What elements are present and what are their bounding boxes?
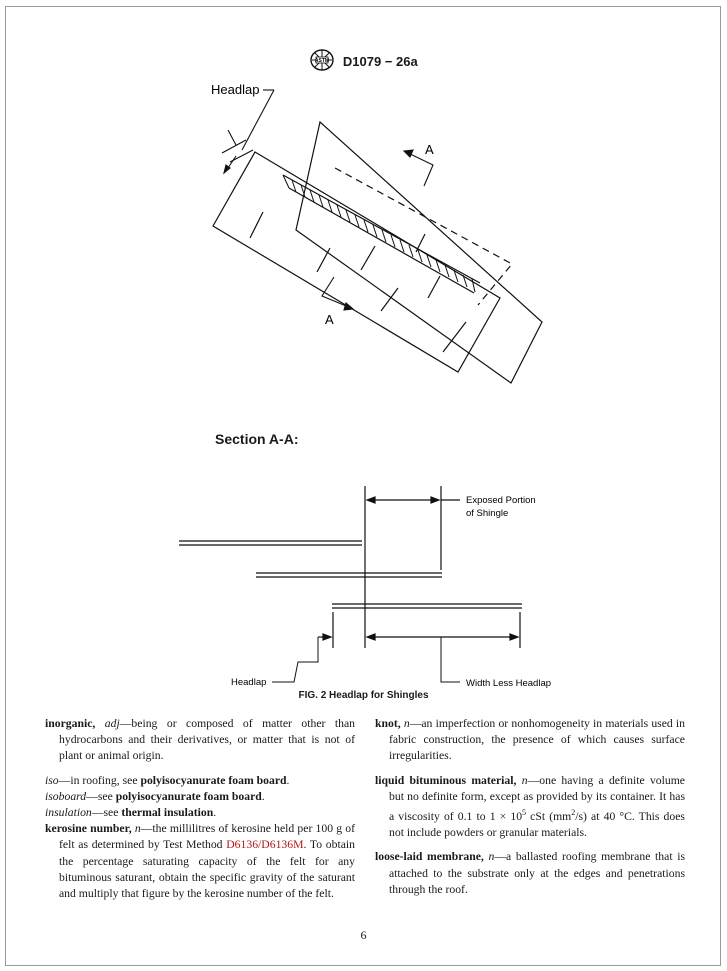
definition-loose-laid-membrane — [375, 849, 685, 898]
term: isoboard — [45, 789, 87, 803]
definition-text: —an imperfection or nonhomogeneity in materials used in fabric construction, the presence of which causes surface irregularities. — [389, 717, 685, 763]
definition-iso: iso—in roofing, see polyisocyanurate foam board. — [45, 773, 290, 787]
definition-text: —a ballasted roofing membrane that is attached to the substrate only at the edges and penetrations through the roof. — [389, 850, 685, 896]
term: loose-laid membrane, — [375, 850, 484, 864]
svg-text:ASTM: ASTM — [315, 58, 330, 64]
part-of-speech: n — [134, 822, 141, 836]
term: knot, — [375, 717, 401, 730]
exposed-label-line1: Exposed Portion — [466, 495, 536, 506]
definition-knot — [375, 716, 685, 765]
standard-designation: D1079 − 26a — [342, 54, 418, 69]
term: liquid bituminous material, — [375, 773, 517, 787]
part-of-speech: n — [403, 717, 410, 730]
headlap-label: Headlap — [211, 82, 260, 97]
section-marker-upper: A — [425, 142, 434, 157]
width-label: Width Less Headlap — [466, 678, 552, 689]
page-number: 6 — [360, 928, 367, 942]
right-column — [375, 716, 685, 906]
width-leader — [441, 637, 460, 682]
section-title: Section A-A: — [215, 431, 299, 447]
exposed-label-line2: of Shingle — [466, 508, 509, 519]
figure-caption: FIG. 2 Headlap for Shingles — [298, 690, 429, 701]
definition-insulation: insulation—see thermal insulation. — [45, 806, 217, 820]
definition-inorganic — [45, 716, 355, 765]
cross-reference: polyisocyanurate foam board — [140, 773, 287, 787]
part-of-speech: n — [521, 773, 528, 787]
term: kerosine number, — [45, 822, 132, 836]
headlap-leader — [272, 637, 318, 682]
headlap-label: Headlap — [231, 677, 267, 688]
cross-reference: thermal insulation — [121, 806, 214, 820]
term: iso — [45, 773, 59, 787]
part-of-speech: adj — [104, 717, 120, 730]
test-method-link[interactable]: D6136/D6136M — [226, 838, 304, 852]
term: inorganic, — [45, 717, 96, 730]
definition-liquid-bituminous-material: liquid bituminous material, n—one having a definite volume but no definite form, except as provided by its container. It has a viscosity of 0.1 to $1 \times 10^5$ cSt $(mm^2/s)$ at 40 °C. This does not include powders or granular materials. — [375, 773, 685, 840]
left-column — [45, 716, 355, 910]
definition-text: —being or composed of matter other than hydrocarbons and their derivatives, or matter that is not of plant or animal origin. — [59, 717, 355, 763]
section-marker-lower: A — [325, 312, 334, 327]
term: insulation — [45, 806, 92, 820]
definition-kerosine-number: kerosine number, n—the millilitres of kerosine held per 100 g of felt as determined by Test Method D6136/D6136M. To obtain the percentage saturating capacity of the felt for any bituminous saturant, obtain the specific gravity of the saturant and multiply that figure by the kerosine number of the felt. — [45, 822, 356, 901]
definition-isoboard: isoboard—see polyisocyanurate foam board. — [45, 789, 265, 803]
cross-reference: polyisocyanurate foam board — [115, 789, 262, 803]
part-of-speech: n — [488, 850, 495, 864]
